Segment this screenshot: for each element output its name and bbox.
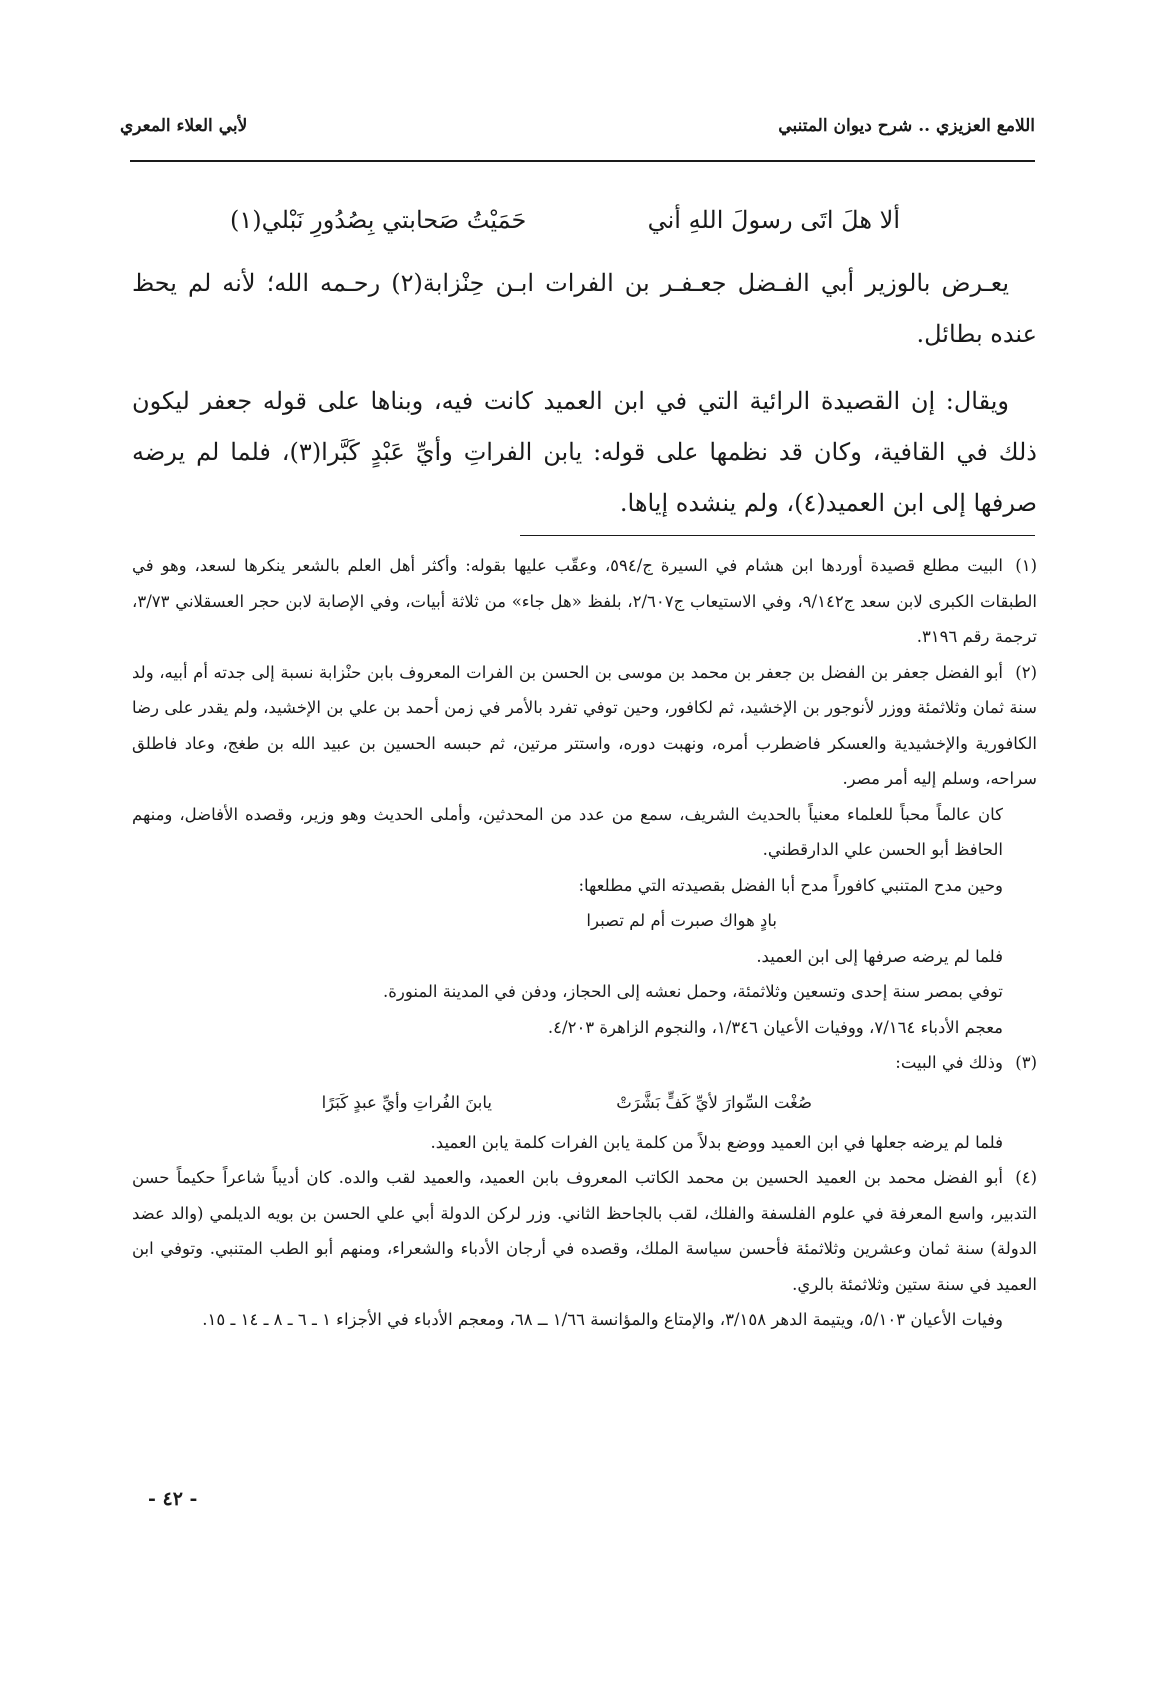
commentary-text xyxy=(132,258,1037,545)
footnote-2 xyxy=(132,655,1037,797)
running-header xyxy=(120,116,1035,146)
commentary-paragraph-1: يعـرض بالوزير أبي الفـضل جعـفـر بن الفرات ابـن حِنْزابة(٢) رحـمه الله؛ لأنه لم يحظ عنده بطائل. xyxy=(132,269,1037,348)
footnote-2-poem: بادٍ هواك صبرت أم لم تصبرا xyxy=(586,911,777,930)
footnote-2-paragraph: فلما لم يرضه صرفها إلى ابن العميد. xyxy=(756,946,1003,966)
footnote-3-poem xyxy=(132,1085,1037,1121)
footnote-2-references: معجم الأدباء ٧/١٦٤، ووفيات الأعيان ١/٣٤٦، والنجوم الزاهرة ٤/٢٠٣. xyxy=(547,1017,1003,1037)
header-divider xyxy=(130,160,1035,162)
footnote-text: البيت مطلع قصيدة أوردها ابن هشام في السيرة ج/٥٩٤، وعقّب عليها بقوله: وأكثر أهل العلم بالشعر ينكرها لسعد، وهو في الطبقات الكبرى لابن سعد ج٩/١٤٢، وفي الاستيعاب ج٢/٦٠٧، بلفظ «هل جاء» من ثلاثة أبيات، وفي الإصابة لابن حجر العسقلاني ٣/٧٣، ترجمة رقم ٣١٩٦. xyxy=(132,556,1037,646)
footnote-text: أبو الفضل جعفر بن الفضل بن جعفر بن محمد بن موسى بن الحسن بن الفرات المعروف بابن حنْزابة نسبة إلى جدته أم أبيه، ولد سنة ثمان وثلاثمئة ووزر لأنوجور بن الإخشيد، ثم لكافور، وحين توفي تفرد بالأمر في زمن أحمد بن علي بن الإخشيد، ولم يقدر على رضا الكافورية والإخشيدية والعسكر فاضطرب أمره، ونهبت دوره، واستتر مرتين، ثم حبسه الحسين بن عبيد الله بن طغج، وعاد فاطلق سراحه، وسلم إليه أمر مصر. xyxy=(132,662,1037,788)
footnote-2-paragraph: وحين مدح المتنبي كافوراً مدح أبا الفضل بقصيدته التي مطلعها: xyxy=(578,875,1003,895)
footnote-number: (٢) xyxy=(1015,662,1037,682)
verse-first-hemistich: ألا هلَ اتَى رسولَ اللهِ أني xyxy=(647,206,900,234)
footnote-3 xyxy=(132,1045,1037,1081)
footnote-divider xyxy=(520,535,1035,536)
footnote-4-references: وفيات الأعيان ٥/١٠٣، ويتيمة الدهر ٣/١٥٨، والإمتاع والمؤانسة ١/٦٦ ــ ٦٨، ومعجم الأدباء في الأجزاء ١ ـ ٦ ـ ٨ ـ ١٤ ـ ١٥. xyxy=(202,1310,1003,1329)
footnote-4 xyxy=(132,1160,1037,1302)
page-number: - ٤٢ - xyxy=(148,1488,198,1510)
verse-second-hemistich: حَمَيْتُ صَحابتي بِصُدُورِ نَبْلي(١) xyxy=(230,206,527,234)
footnote-3-hemistich-1: صُغْت السِّوارَ لأيِّ كَفٍّ بَشَّرَتْ xyxy=(616,1092,812,1112)
poem-verse xyxy=(230,206,900,250)
footnotes xyxy=(132,548,1037,1338)
footnote-text: أبو الفضل محمد بن العميد الحسين بن محمد الكاتب المعروف بابن العميد، والعميد لقب والده. كان أديباً شاعراً حكيماً حسن التدبير، واسع المعرفة في علوم الفلسفة والفلك، لقب بالجاحظ الثاني. وزر لركن الدولة أبي علي الحسن بن بويه الديلمي (والد عضد الدولة) سنة ثمان وعشرين وثلاثمئة فأحسن سياسة الملك، وقصده في أرجان الأدباء والشعراء، ومنهم أبو الطب المتنبي. وتوفي ابن العميد في سنة ستين وثلاثمئة بالري. xyxy=(132,1168,1037,1294)
footnote-3-hemistich-2: يابنَ الفُراتِ وأيِّ عبدٍ كَبَرًا xyxy=(321,1092,492,1112)
footnote-text: وذلك في البيت: xyxy=(895,1053,1003,1072)
header-author: لأبي العلاء المعري xyxy=(120,116,248,136)
header-book-title: اللامع العزيزي .. شرح ديوان المتنبي xyxy=(778,116,1035,136)
footnote-2-paragraph: كان عالماً محباً للعلماء معنياً بالحديث الشريف، سمع من عدد من المحدثين، وأملى الحديث وهو وزير، وقصده الأفاضل، ومنهم الحافظ أبو الحسن علي الدارقطني. xyxy=(132,804,1003,859)
footnote-1 xyxy=(132,548,1037,655)
footnote-number: (١) xyxy=(1015,556,1037,575)
footnote-2-paragraph: توفي بمصر سنة إحدى وتسعين وثلاثمئة، وحمل نعشه إلى الحجاز، ودفن في المدينة المنورة. xyxy=(382,982,1003,1001)
footnote-3-paragraph: فلما لم يرضه جعلها في ابن العميد ووضع بدلاً من كلمة يابن الفرات كلمة يابن العميد. xyxy=(430,1132,1003,1152)
commentary-paragraph-2: ويقال: إن القصيدة الرائية التي في ابن العميد كانت فيه، وبناها على قوله جعفر ليكون ذلك في القافية، وكان قد نظمها على قوله: يابن الفراتِ وأيِّ عَبْدٍ كَبَّرا(٣)، فلما لم يرضه صرفها إلى ابن العميد(٤)، ولم ينشده إياها. xyxy=(132,387,1037,517)
footnote-number: (٤) xyxy=(1015,1168,1037,1187)
footnote-number: (٣) xyxy=(1015,1053,1037,1072)
